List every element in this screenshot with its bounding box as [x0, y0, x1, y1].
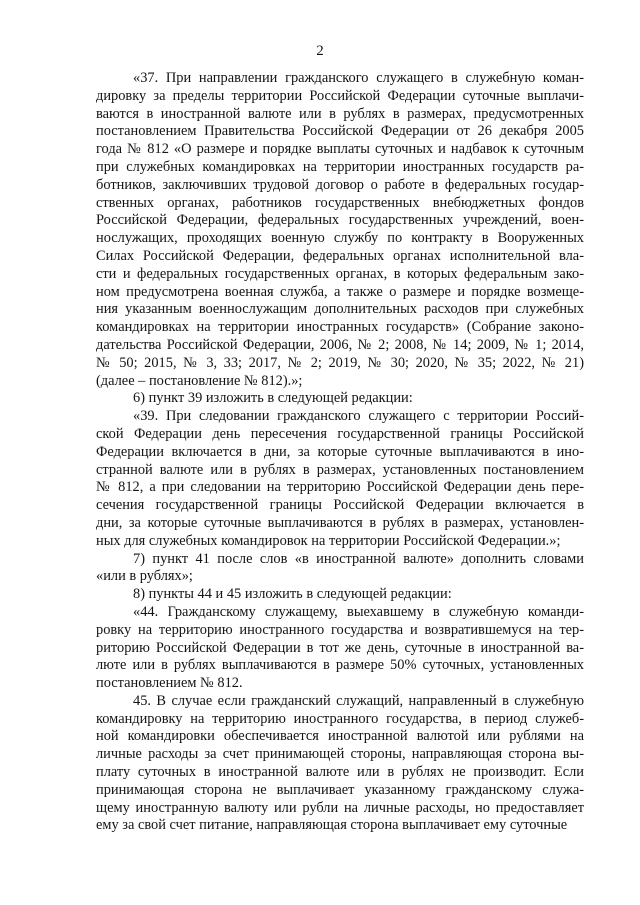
text-line: дни, за которые суточные выплачиваются в рублях в размерах, установлен-: [96, 514, 584, 531]
text-line: ровку на территорию иностранного государства и возвратившемуся на тер-: [96, 621, 584, 638]
text-line: 7) пункт 41 после слов «в иностранной валюте» дополнить словами: [133, 550, 584, 567]
text-line: люте или в рублях выплачиваются в размере 50% суточных, установленных: [96, 657, 584, 674]
text-line: года № 812 «О размере и порядке выплаты суточных и надбавок к суточным: [96, 141, 584, 158]
text-line: странной валюте или в рублях в размерах, установленных постановлением: [96, 461, 584, 478]
text-line: риторию Российской Федерации в тот же день, суточные в иностранной ва-: [96, 639, 584, 656]
page-number: 2: [316, 43, 324, 59]
paragraph: [96, 70, 584, 390]
text-line: личные расходы за счет принимающей стороны, направляющая сторона вы-: [96, 746, 584, 763]
text-line: (далее – постановление № 812).»;: [96, 372, 303, 389]
text-line: ния указанным военнослужащим дополнительных расходов при служебных: [96, 301, 584, 318]
text-line: 8) пункты 44 и 45 изложить в следующей редакции:: [133, 586, 452, 603]
text-line: при служебных командировках на территории иностранных государств ра-: [96, 158, 584, 175]
text-line: дировку за пределы территории Российской Федерации суточные выплачи-: [96, 87, 584, 104]
text-line: ном предусмотрена военная служба, а также о размере и порядке возмеще-: [96, 283, 584, 300]
text-line: дательства Российской Федерации, 2006, № 2; 2008, № 14; 2009, № 1; 2014,: [96, 336, 584, 353]
text-line: принимающая сторона не выплачивает указанному гражданскому служа-: [96, 781, 584, 798]
text-line: «37. При направлении гражданского служащего в служебную коман-: [133, 70, 584, 86]
text-line: ботников, заключивших трудовой договор о работе в федеральных государ-: [96, 176, 584, 193]
text-line: ской Федерации день пересечения государственной границы Российской: [96, 425, 584, 442]
text-line: плату суточных в иностранной валюте или в рублях не производит. Если: [96, 764, 584, 781]
text-line: командировках на территории иностранных государств» (Собрание законо-: [96, 319, 584, 336]
paragraph: [96, 551, 584, 587]
text-line: постановлением № 812.: [96, 675, 243, 692]
text-line: Российской Федерации, федеральных государственных учреждений, воен-: [96, 212, 584, 229]
text-line: ваются в иностранной валюте или в рублях в размерах, предусмотренных: [96, 105, 584, 122]
paragraph: [96, 390, 584, 408]
paragraph: [96, 604, 584, 693]
text-line: ственных органах, работников государственных внебюджетных фондов: [96, 194, 584, 211]
text-line: сти и федеральных государственных органах, в которых федеральным зако-: [96, 265, 584, 282]
text-line: командировку на территорию иностранного государства, в период служеб-: [96, 710, 584, 727]
paragraph: [96, 408, 584, 550]
text-line: «44. Гражданскому служащему, выехавшему в служебную команди-: [133, 603, 584, 620]
text-line: 6) пункт 39 изложить в следующей редакции:: [133, 390, 413, 407]
text-line: «39. При следовании гражданского служащего с территории Россий-: [133, 408, 584, 425]
text-line: 45. В случае если гражданский служащий, направленный в служебную: [133, 692, 584, 709]
document-body: [96, 70, 584, 835]
text-line: Федерации включается в дни, за которые суточные выплачиваются в ино-: [96, 443, 584, 460]
text-line: № 812, а при следовании на территорию Российской Федерации день пере-: [96, 479, 584, 496]
text-line: Силах Российской Федерации, федеральных органах исполнительной вла-: [96, 247, 584, 264]
text-line: ной командировки обеспечивается иностранной валютой или рублями на: [96, 728, 584, 745]
text-line: нослужащих, проходящих военную службу по контракту в Вооруженных: [96, 230, 584, 247]
text-line: сечения государственной границы Российской Федерации включается в: [96, 497, 584, 514]
paragraph: [96, 693, 584, 835]
text-line: ных для служебных командировок на территории Российской Федерации.»;: [96, 532, 561, 549]
text-line: «или в рублях»;: [96, 568, 193, 585]
text-line: № 50; 2015, № 3, 33; 2017, № 2; 2019, № 30; 2020, № 35; 2022, № 21): [96, 354, 584, 371]
paragraph: [96, 586, 584, 604]
text-line: щему иностранную валюту или рубли на личные расходы, но предоставляет: [96, 799, 584, 816]
text-line: постановлением Правительства Российской Федерации от 26 декабря 2005: [96, 123, 584, 140]
text-line: ему за свой счет питание, направляющая сторона выплачивает ему суточные: [96, 817, 568, 834]
